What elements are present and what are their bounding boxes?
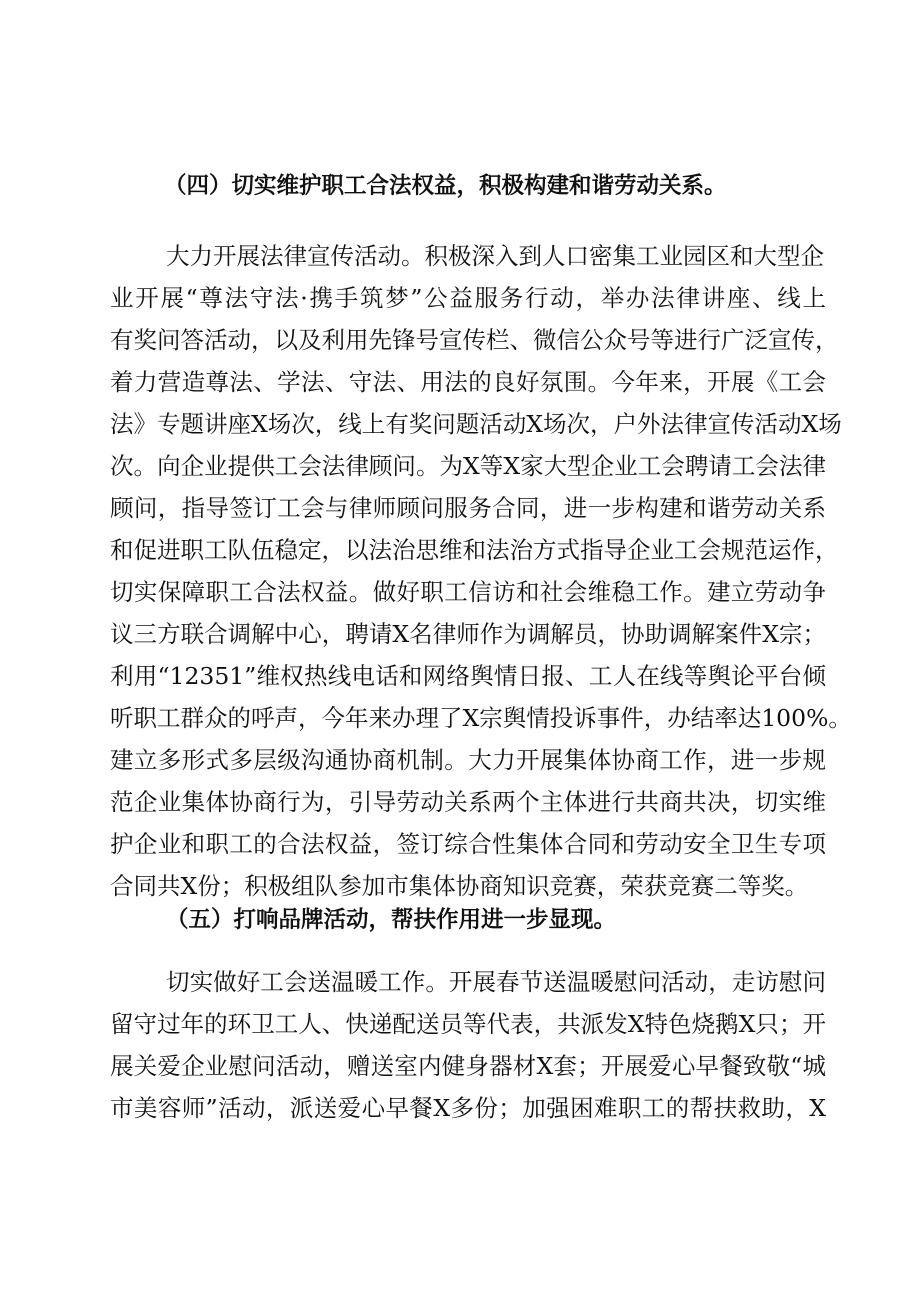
paragraph-line: 范企业集体协商行为，引导劳动关系两个主体进行共商共决，切实维 (110, 788, 826, 816)
paragraph-line: 留守过年的环卫工人、快递配送员等代表，共派发X特色烧鹅X只；开 (110, 1010, 826, 1038)
section-heading: （五）打响品牌活动，帮扶作用进一步显现。 (166, 907, 617, 933)
paragraph-line: 法》专题讲座X场次，线上有奖问题活动X场次，户外法律宣传活动X场 (110, 410, 842, 438)
paragraph-line: 护企业和职工的合法权益，签订综合性集体合同和劳动安全卫生专项 (110, 830, 826, 858)
paragraph-line: 听职工群众的呼声，今年来办理了X宗舆情投诉事件，办结率达100%。 (110, 704, 852, 732)
paragraph-line: 大力开展法律宣传活动。积极深入到人口密集工业园区和大型企 (166, 242, 824, 270)
paragraph-line: 议三方联合调解中心，聘请X名律师作为调解员，协助调解案件X宗； (110, 620, 826, 648)
paragraph-line: 次。向企业提供工会法律顾问。为X等X家大型企业工会聘请工会法律 (110, 452, 826, 480)
paragraph-line: 有奖问答活动，以及利用先锋号宣传栏、微信公众号等进行广泛宣传， (110, 326, 839, 354)
paragraph-line: 切实做好工会送温暖工作。开展春节送温暖慰问活动，走访慰问 (166, 968, 826, 996)
paragraph-line: 市美容师”活动，派送爱心早餐X多份；加强困难职工的帮扶救助，X (110, 1094, 826, 1122)
paragraph-line: 利用“12351”维权热线电话和网络舆情日报、工人在线等舆论平台倾 (110, 662, 826, 690)
paragraph-line: 合同共X份；积极组队参加市集体协商知识竞赛，荣获竞赛二等奖。 (110, 872, 809, 900)
paragraph-line: 建立多形式多层级沟通协商机制。大力开展集体协商工作，进一步规 (110, 746, 826, 774)
paragraph-line: 着力营造尊法、学法、守法、用法的良好氛围。今年来，开展《工会 (110, 368, 826, 396)
section-heading: （四）切实维护职工合法权益，积极构建和谐劳动关系。 (164, 173, 727, 199)
paragraph-line: 业开展“尊法守法·携手筑梦”公益服务行动，举办法律讲座、线上 (110, 284, 826, 312)
paragraph-line: 切实保障职工合法权益。做好职工信访和社会维稳工作。建立劳动争 (110, 578, 826, 606)
paragraph-line: 顾问，指导签订工会与律师顾问服务合同，进一步构建和谐劳动关系 (110, 494, 826, 522)
paragraph-line: 展关爱企业慰问活动，赠送室内健身器材X套；开展爱心早餐致敬“城 (110, 1052, 826, 1080)
paragraph-line: 和促进职工队伍稳定，以法治思维和法治方式指导企业工会规范运作， (110, 536, 839, 564)
